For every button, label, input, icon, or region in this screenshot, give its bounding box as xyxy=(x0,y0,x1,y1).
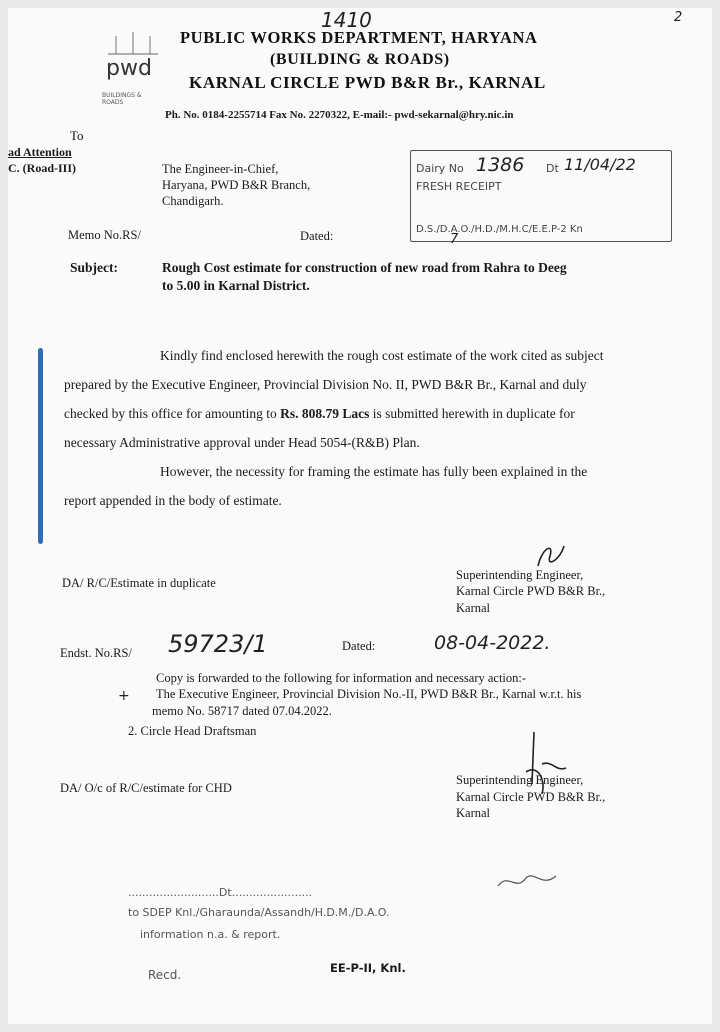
copy-intro: Copy is forwarded to the following for information and necessary action:- xyxy=(156,671,527,685)
enclosure-1: DA/ R/C/Estimate in duplicate xyxy=(62,576,216,590)
signature-1-line-3: Karnal xyxy=(456,601,491,615)
logo-subtext: BUILDINGS & ROADS xyxy=(102,92,142,106)
body-p1-line-2: prepared by the Executive Engineer, Provincial Division No. II, PWD B&R Br., Karnal and duly xyxy=(64,377,587,392)
diary-date-label: Dt xyxy=(546,162,559,175)
bottom-office: EE-P-II, Knl. xyxy=(330,961,406,975)
attention-branch: C. (Road-III) xyxy=(8,161,77,175)
diary-date: 11/04/22 xyxy=(564,155,636,174)
header-line-3: KARNAL CIRCLE PWD B&R Br., KARNAL xyxy=(189,73,546,92)
addressee-line-2: Haryana, PWD B&R Branch, xyxy=(162,178,311,192)
attention-line: ad Attention xyxy=(8,145,72,159)
memo-dated: Dated: xyxy=(300,229,334,243)
body-p2-line-1: However, the necessity for framing the estimate has fully been explained in the xyxy=(160,464,588,479)
body-p1-line-3 xyxy=(64,399,575,428)
logo-text: pwd xyxy=(106,56,152,81)
bottom-recd: Recd. xyxy=(148,968,182,982)
diary-stamp xyxy=(404,150,672,247)
endst-number: 59723/1 xyxy=(168,630,268,658)
enclosure-2: DA/ O/c of R/C/estimate for CHD xyxy=(60,781,232,795)
document-page xyxy=(8,8,712,1024)
fresh-receipt: FRESH RECEIPT xyxy=(416,180,502,193)
endst-dated-label: Dated: xyxy=(342,639,376,653)
scribble-mark xyxy=(494,866,564,896)
signature-1-line-1: Superintending Engineer, xyxy=(456,568,584,582)
handwritten-number: 1410 xyxy=(321,8,372,32)
signature-2-line-1: Superintending Engineer, xyxy=(456,773,584,787)
subject-label: Subject: xyxy=(70,260,118,275)
bottom-dt-line: ..........................Dt....................... xyxy=(128,886,313,899)
amount: Rs. 808.79 Lacs xyxy=(280,406,370,421)
body-p2-line-2: report appended in the body of estimate. xyxy=(64,493,282,508)
signature-initial-1 xyxy=(532,538,572,572)
contact-line: Ph. No. 0184-2255714 Fax No. 2270322, E-mail:- pwd-sekarnal@hry.nic.in xyxy=(165,109,514,121)
addressee-line-1: The Engineer-in-Chief, xyxy=(162,162,279,176)
header-line-2: (BUILDING & ROADS) xyxy=(270,51,450,68)
pwd-logo xyxy=(102,28,164,106)
endst-label: Endst. No.RS/ xyxy=(60,646,132,660)
bottom-line-2: information n.a. & report. xyxy=(140,928,281,941)
endst-date: 08-04-2022. xyxy=(434,632,551,654)
signature-2-line-3: Karnal xyxy=(456,806,491,820)
body-p1-line-4: necessary Administrative approval under Head 5054-(R&B) Plan. xyxy=(64,435,420,450)
diary-number: 1386 xyxy=(476,154,525,176)
highlighter-mark xyxy=(38,348,43,544)
copy-item-1-line-1: The Executive Engineer, Provincial Division No.-II, PWD B&R Br., Karnal w.r.t. his xyxy=(156,687,582,701)
subject-line-2: to 5.00 in Karnal District. xyxy=(162,278,310,293)
signature-2-line-2: Karnal Circle PWD B&R Br., xyxy=(456,790,606,804)
body-p1-line-3a: checked by this office for amounting to xyxy=(64,406,281,421)
signature-1-line-2: Karnal Circle PWD B&R Br., xyxy=(456,584,606,598)
addressee-line-3: Chandigarh. xyxy=(162,194,224,208)
subject-line-1: Rough Cost estimate for construction of new road from Rahra to Deeg xyxy=(162,260,567,275)
diary-label: Dairy No xyxy=(416,162,464,175)
body-p1-line-1: Kindly find enclosed herewith the rough cost estimate of the work cited as subject xyxy=(160,348,604,363)
memo-label: Memo No.RS/ xyxy=(68,228,141,242)
strike-mark: + xyxy=(118,688,130,704)
to-label: To xyxy=(70,128,84,143)
bottom-line-1: to SDEP Knl./Gharaunda/Assandh/H.D.M./D.A.O. xyxy=(128,906,390,919)
page-number: 2 xyxy=(674,10,683,25)
copy-item-2: 2. Circle Head Draftsman xyxy=(128,724,257,738)
header-line-1: PUBLIC WORKS DEPARTMENT, HARYANA xyxy=(180,28,538,47)
stamp-mark: 7 xyxy=(450,232,459,247)
body-p1-line-3b: is submitted herewith in duplicate for xyxy=(369,406,575,421)
copy-item-1-line-2: memo No. 58717 dated 07.04.2022. xyxy=(152,704,332,718)
routing-line: D.S./D.A.O./H.D./M.H.C/E.E.P-2 Kn xyxy=(416,224,583,235)
